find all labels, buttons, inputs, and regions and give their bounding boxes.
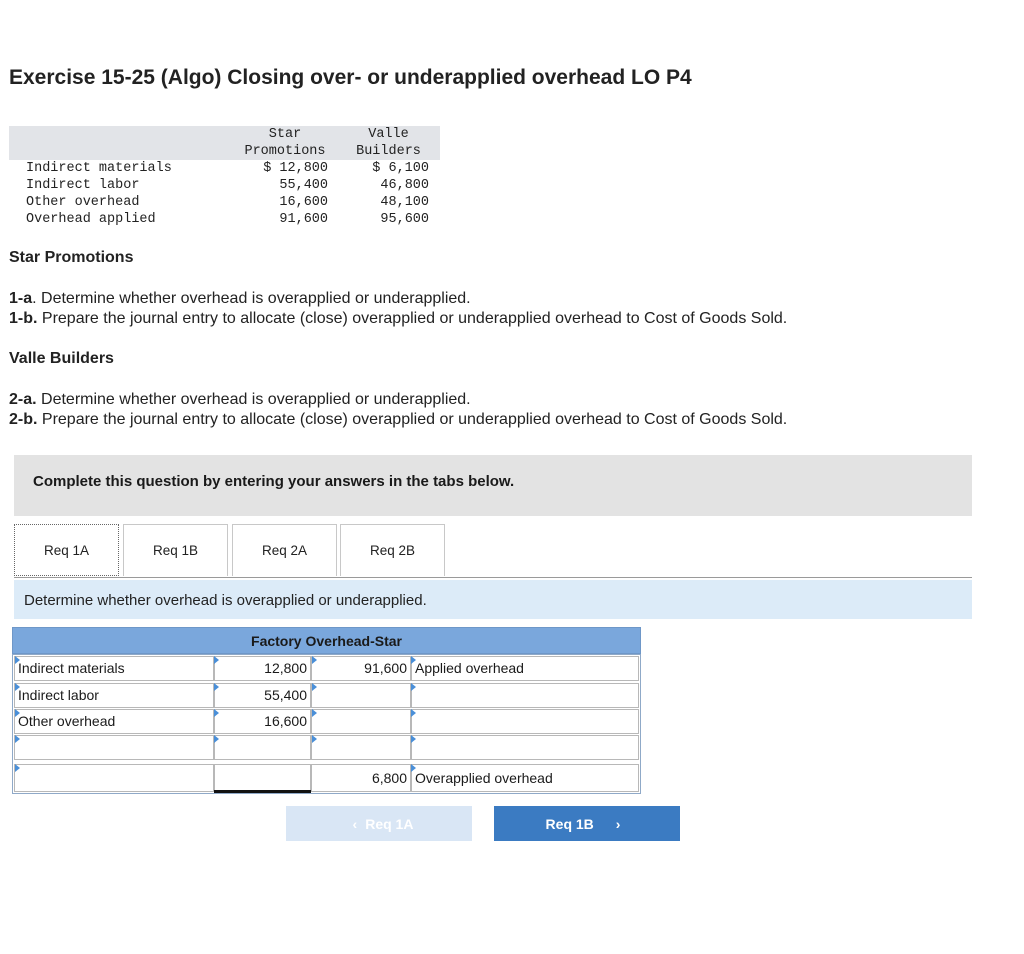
debit-label-input[interactable]: Indirect materials [14,656,214,681]
t-account-title: Factory Overhead-Star [12,627,641,654]
t-account [12,627,641,794]
debit-amount-input[interactable]: 55,400 [214,683,311,708]
credit-label-input[interactable]: Overapplied overhead [411,764,639,792]
prev-button[interactable]: ‹ Req 1A [286,806,472,841]
tab-req-2b[interactable]: Req 2B [340,524,445,576]
dropdown-marker-icon [15,656,20,664]
col-header-star: Star [233,126,337,143]
debit-label-input[interactable] [14,735,214,760]
dropdown-marker-icon [411,683,416,691]
dropdown-marker-icon [15,764,20,772]
dropdown-marker-icon [214,709,219,717]
col-header-valle: Valle [337,126,440,143]
debit-amount-input[interactable] [214,764,311,792]
section-heading-star: Star Promotions [9,249,134,266]
credit-label-input[interactable]: Applied overhead [411,656,639,681]
table-row: Overhead applied 91,600 95,600 [26,212,429,227]
dropdown-marker-icon [411,735,416,743]
debit-label-input[interactable] [14,764,214,792]
dropdown-marker-icon [411,764,416,772]
chevron-right-icon: › [615,815,621,832]
dropdown-marker-icon [411,656,416,664]
instructions-banner: Complete this question by entering your answers in the tabs below. [14,455,972,516]
credit-amount-input[interactable]: 91,600 [311,656,411,681]
data-table: Star Valle Promotions Builders Indirect materials $ 12,800 $ 6,100 Indirect labor 55,400 46,800 Other overhead 16,600 48,100 Overhead applied 91,600 95,600 [9,126,440,228]
dropdown-marker-icon [15,683,20,691]
dropdown-marker-icon [312,735,317,743]
dropdown-marker-icon [214,735,219,743]
dropdown-marker-icon [312,709,317,717]
tab-req-1b[interactable]: Req 1B [123,524,228,576]
total-underline [214,790,311,793]
instruction-bar: Determine whether overhead is overapplied or underapplied. [14,580,972,619]
dropdown-marker-icon [15,735,20,743]
requirement-1b: 1-b. Prepare the journal entry to allocate (close) overapplied or underapplied overhead to Cost of Goods Sold. [9,310,788,327]
table-row: Indirect labor 55,400 46,800 [26,178,429,193]
requirement-2a: 2-a. Determine whether overhead is overapplied or underapplied. [9,391,471,408]
dropdown-marker-icon [15,709,20,717]
debit-amount-input[interactable]: 16,600 [214,709,311,734]
dropdown-marker-icon [411,709,416,717]
chevron-left-icon: ‹ [352,815,358,832]
debit-label-input[interactable]: Indirect labor [14,683,214,708]
table-row: Other overhead 16,600 48,100 [26,195,429,210]
requirement-2b: 2-b. Prepare the journal entry to allocate (close) overapplied or underapplied overhead to Cost of Goods Sold. [9,411,788,428]
debit-amount-input[interactable] [214,735,311,760]
requirement-1a: 1-a. Determine whether overhead is overapplied or underapplied. [9,290,471,307]
dropdown-marker-icon [214,656,219,664]
debit-amount-input[interactable]: 12,800 [214,656,311,681]
section-heading-valle: Valle Builders [9,350,114,367]
credit-label-input[interactable] [411,735,639,760]
credit-amount-input[interactable] [311,683,411,708]
credit-amount-input[interactable]: 6,800 [311,764,411,792]
page-title: Exercise 15-25 (Algo) Closing over- or underapplied overhead LO P4 [9,66,692,89]
credit-label-input[interactable] [411,709,639,734]
debit-label-input[interactable]: Other overhead [14,709,214,734]
tab-req-2a[interactable]: Req 2A [232,524,337,576]
tab-req-1a[interactable]: Req 1A [14,524,119,576]
credit-amount-input[interactable] [311,735,411,760]
dropdown-marker-icon [312,656,317,664]
table-row: Indirect materials $ 12,800 $ 6,100 [26,161,429,176]
dropdown-marker-icon [312,683,317,691]
dropdown-marker-icon [214,683,219,691]
credit-amount-input[interactable] [311,709,411,734]
tab-divider [14,577,972,578]
credit-label-input[interactable] [411,683,639,708]
next-button[interactable]: Req 1B › [494,806,680,841]
